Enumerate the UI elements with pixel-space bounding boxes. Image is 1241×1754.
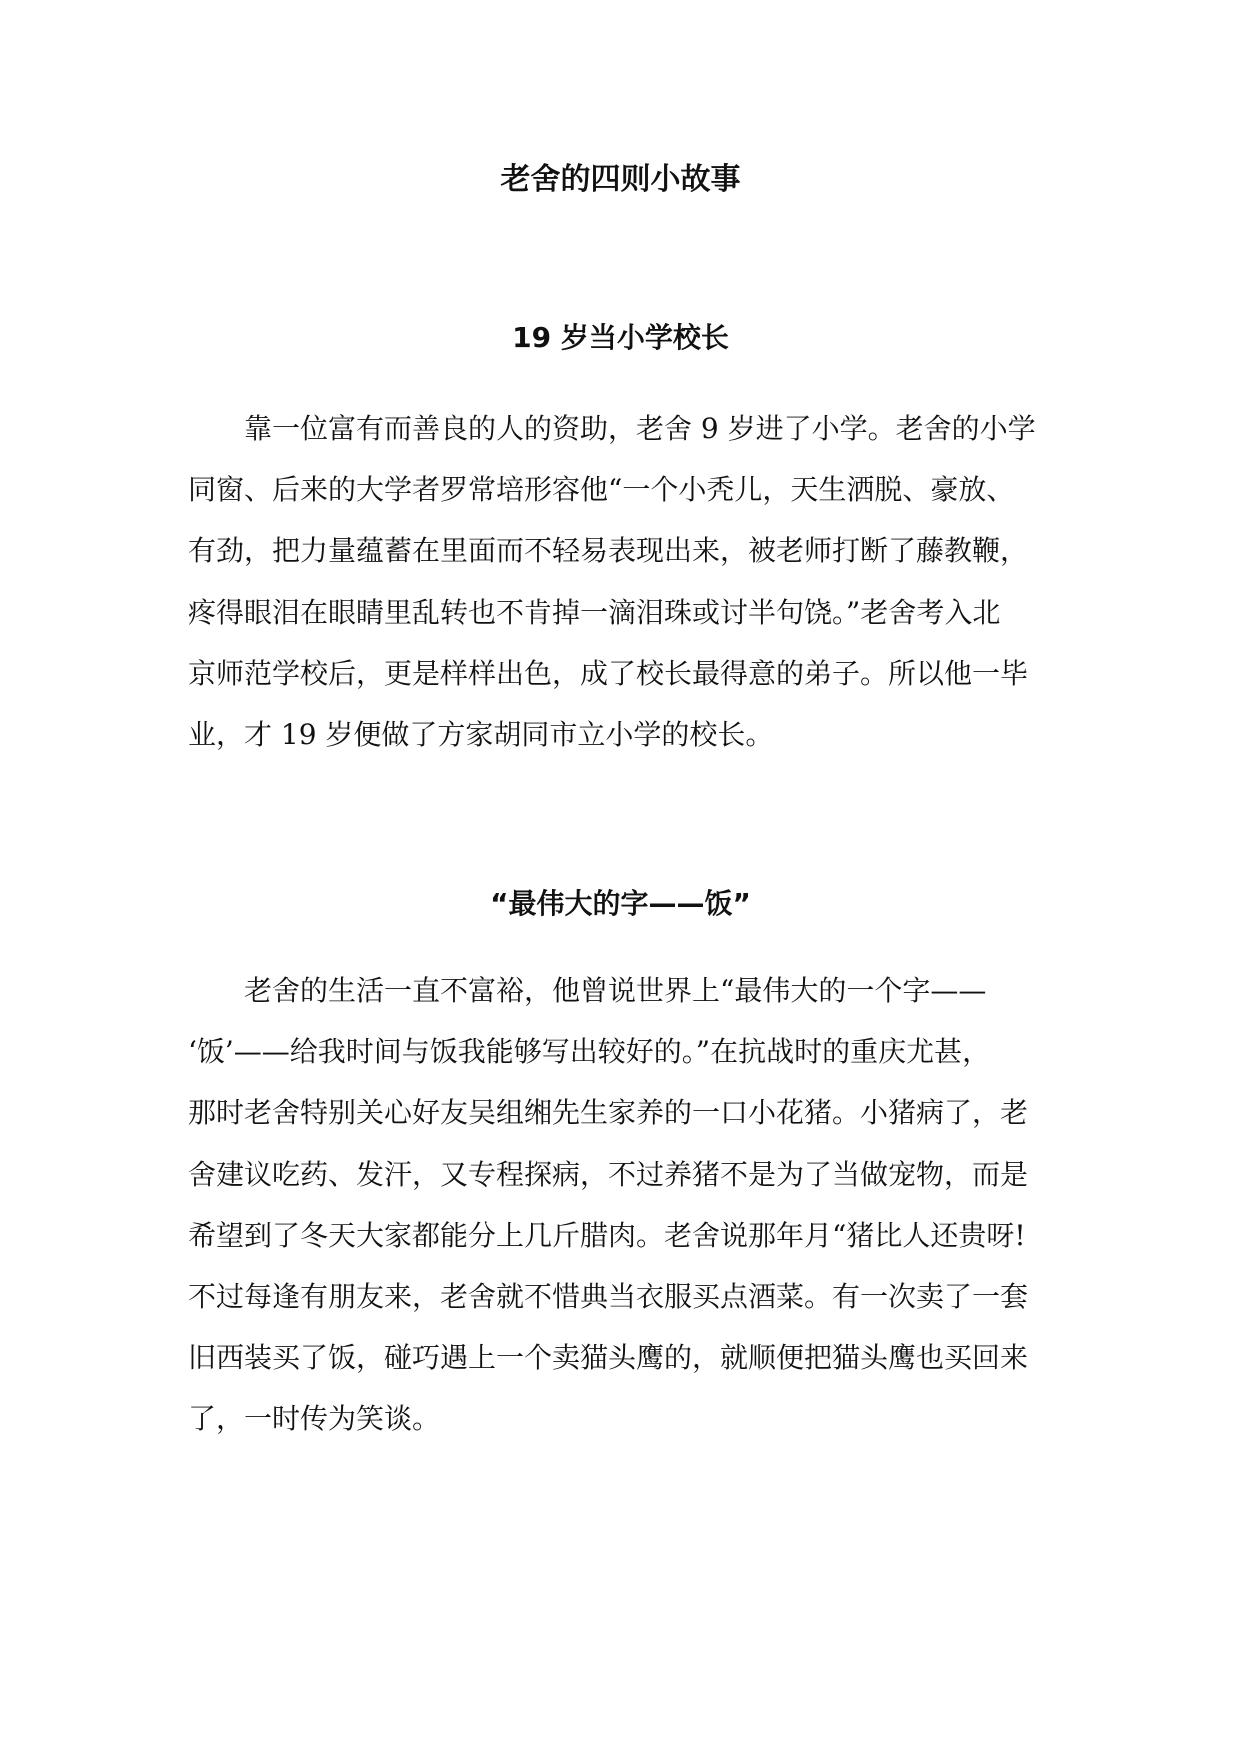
text-line: ‘饭’——给我时间与饭我能够写出较好的。”在抗战时的重庆尤甚， [188, 1035, 991, 1069]
text-line: 希望到了冬天大家都能分上几斤腊肉。老舍说那年月“猪比人还贵呀! [188, 1218, 1026, 1252]
text-line: 疼得眼泪在眼睛里乱转也不肯掉一滴泪珠或讨半句饶。”老舍考入北 [188, 595, 1001, 629]
text-line: 不过每逢有朋友来，老舍就不惜典当衣服买点酒菜。有一次卖了一套 [188, 1279, 1029, 1313]
text-line: 老舍的生活一直不富裕，他曾说世界上“最伟大的一个字—— [244, 974, 987, 1007]
text-line: 业，才 19 岁便做了方家胡同市立小学的校长。 [188, 717, 774, 751]
text-line: 舍建议吃药、发汗，又专程探病，不过养猪不是为了当做宠物，而是 [188, 1157, 1029, 1191]
page-title: 老舍的四则小故事 [500, 162, 741, 197]
section-heading-rice: “最伟大的字——饭” [490, 887, 751, 920]
text-line: 那时老舍特别关心好友吴组缃先生家养的一口小花猪。小猪病了，老 [188, 1096, 1029, 1130]
text-line: 旧西装买了饭，碰巧遇上一个卖猫头鹰的，就顺便把猫头鹰也买回来 [188, 1341, 1029, 1375]
section-body-rice [188, 960, 1058, 1450]
section-heading-principal: 19 岁当小学校长 [512, 321, 729, 354]
text-line: 了，一时传为笑谈。 [188, 1402, 441, 1436]
text-line: 有劲，把力量蕴蓄在里面而不轻易表现出来，被老师打断了藤教鞭， [188, 534, 1029, 568]
section-body-principal [188, 398, 1058, 765]
text-line: 靠一位富有而善良的人的资助，老舍 9 岁进了小学。老舍的小学 [244, 412, 1036, 445]
text-line: 京师范学校后，更是样样出色，成了校长最得意的弟子。所以他一毕 [188, 656, 1029, 690]
text-line: 同窗、后来的大学者罗常培形容他“一个小秃儿，天生洒脱、豪放、 [188, 473, 1015, 507]
